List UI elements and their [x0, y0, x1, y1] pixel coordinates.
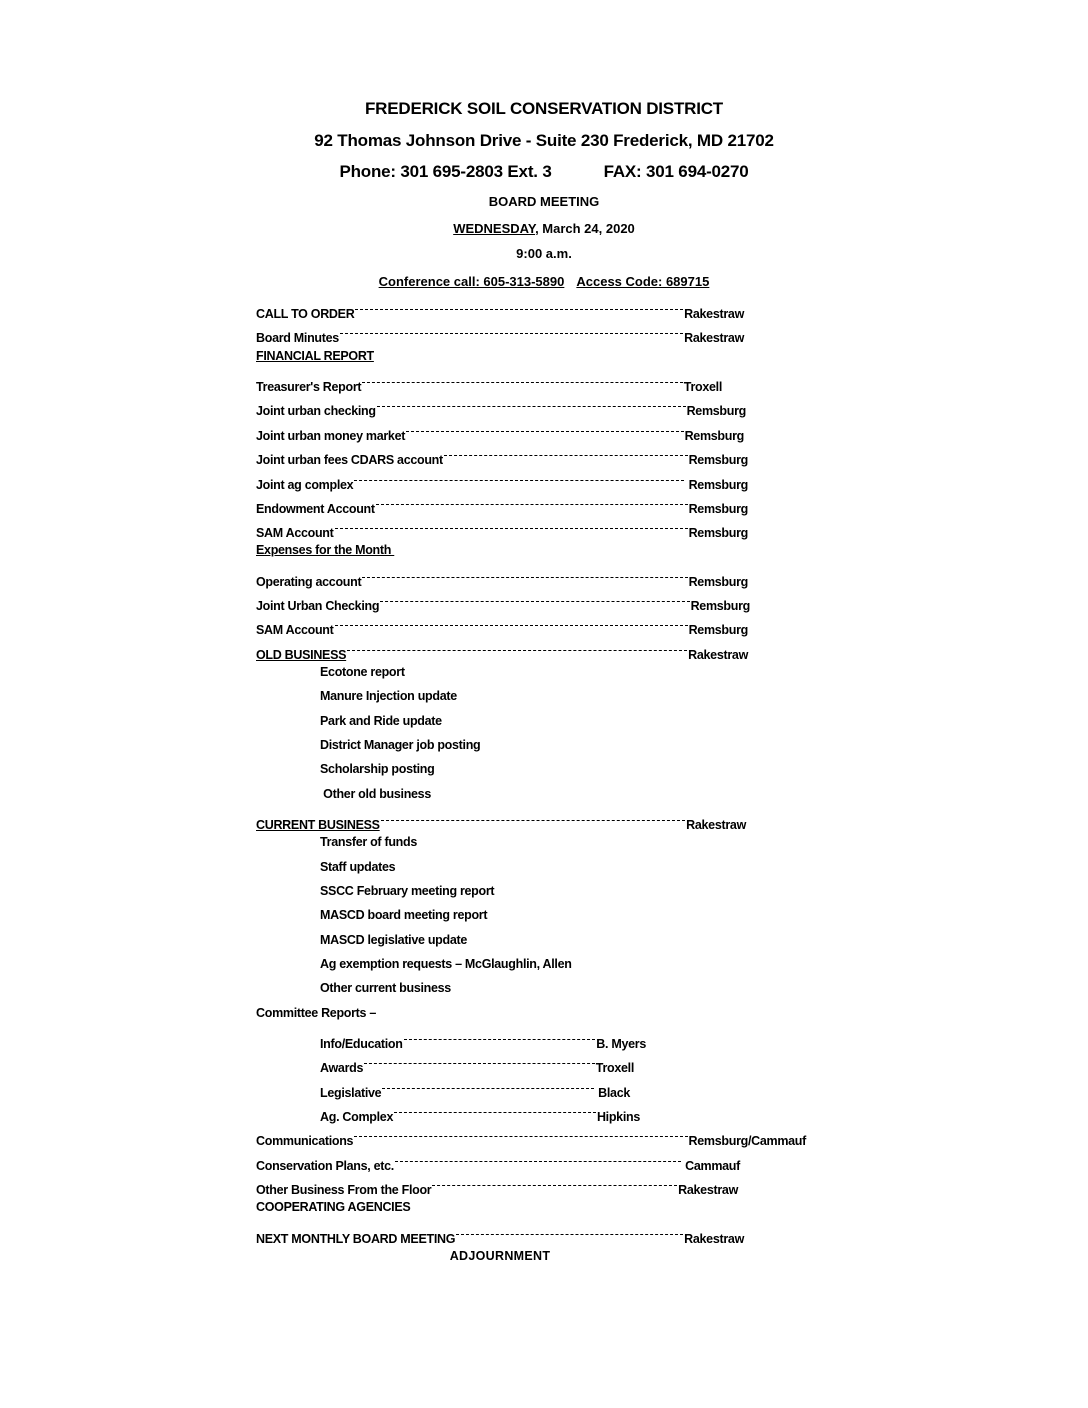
- adjournment: ADJOURNMENT: [449, 1249, 551, 1263]
- agenda-item-label: NEXT MONTHLY BOARD MEETING: [256, 1232, 456, 1246]
- dotted-leader: [432, 1176, 677, 1194]
- meeting-weekday: WEDNESDAY: [453, 221, 536, 236]
- current-business-item: Other current business: [320, 981, 451, 995]
- meeting-date-text: , March 24, 2020: [535, 221, 635, 236]
- agenda-item-person: Remsburg: [688, 502, 748, 516]
- committee-person: Troxell: [595, 1061, 634, 1075]
- dotted-leader: [404, 1030, 596, 1048]
- agenda-item-person: Remsburg/Cammauf: [688, 1134, 806, 1148]
- agenda-item-next-monthly-meeting: [256, 1225, 744, 1246]
- committee-label: Awards: [320, 1061, 364, 1075]
- agenda-item-label: Endowment Account: [256, 502, 375, 516]
- old-business-item: District Manager job posting: [320, 738, 481, 752]
- agenda-item-treasurers-report: [256, 373, 722, 394]
- agenda-item-person: Remsburg: [684, 429, 744, 443]
- old-business-item: Scholarship posting: [320, 762, 435, 776]
- dotted-leader: [362, 568, 687, 586]
- section-committee-reports: Committee Reports –: [256, 1006, 377, 1020]
- agenda-item-person: Rakestraw: [678, 1183, 738, 1197]
- dotted-leader: [340, 324, 683, 342]
- agenda-item-label: Communications: [256, 1134, 354, 1148]
- dotted-leader: [456, 1225, 683, 1243]
- agenda-item-person: Cammauf: [681, 1159, 740, 1173]
- agenda-item-operating-account: [256, 568, 748, 589]
- agenda-item-person: Rakestraw: [684, 331, 744, 345]
- agenda-item-label: Operating account: [256, 575, 362, 589]
- agenda-item-sam-account-expenses: [256, 616, 748, 637]
- committee-ag-complex: [320, 1103, 640, 1124]
- committee-label: Legislative: [320, 1086, 382, 1100]
- agenda-item-label: Treasurer's Report: [256, 380, 362, 394]
- committee-person: Black: [594, 1086, 630, 1100]
- dotted-leader: [354, 471, 684, 489]
- committee-legislative: [320, 1079, 630, 1100]
- agenda-item-sam-account: [256, 519, 748, 540]
- agenda-item-person: Rakestraw: [684, 1232, 744, 1246]
- agenda-item-label: CALL TO ORDER: [256, 307, 355, 321]
- agenda-item-person: Remsburg: [688, 575, 748, 589]
- address: 92 Thomas Johnson Drive - Suite 230 Frederick, MD 21702: [314, 131, 774, 150]
- agenda-item-person: Remsburg: [688, 453, 748, 467]
- agenda-item-person: Rakestraw: [684, 307, 744, 321]
- current-business-item: Ag exemption requests – McGlaughlin, Allen: [320, 957, 572, 971]
- current-business-item: Staff updates: [320, 860, 396, 874]
- organization-name: FREDERICK SOIL CONSERVATION DISTRICT: [364, 99, 723, 118]
- old-business-item: Park and Ride update: [320, 714, 442, 728]
- agenda-item-label: SAM Account: [256, 526, 334, 540]
- conference-call-line: [0, 274, 1088, 289]
- agenda-item-person: Remsburg: [686, 404, 746, 418]
- committee-person: Hipkins: [596, 1110, 640, 1124]
- committee-label: Ag. Complex: [320, 1110, 394, 1124]
- dotted-leader: [380, 592, 689, 610]
- agenda-item-label: OLD BUSINESS: [256, 648, 347, 662]
- dotted-leader: [381, 811, 685, 829]
- dotted-leader: [335, 519, 688, 537]
- section-expenses-for-month: Expenses for the Month: [256, 543, 395, 557]
- section-old-business: [256, 641, 748, 662]
- dotted-leader: [395, 1152, 681, 1170]
- agenda-item-label: Joint Urban Checking: [256, 599, 380, 613]
- dotted-leader: [364, 1054, 595, 1072]
- agenda-item-label: Conservation Plans, etc.: [256, 1159, 394, 1173]
- agenda-item-label: SAM Account: [256, 623, 334, 637]
- agenda-item-person: Remsburg: [688, 526, 748, 540]
- old-business-item: Ecotone report: [320, 665, 405, 679]
- agenda-item-call-to-order: [256, 300, 744, 321]
- agenda-item-other-business-floor: [256, 1176, 738, 1197]
- committee-info-education: [320, 1030, 646, 1051]
- meeting-date: [0, 221, 1088, 236]
- contact-line: [0, 162, 1088, 182]
- agenda-item-joint-urban-fees-cdars: [256, 446, 748, 467]
- agenda-item-person: Remsburg: [688, 623, 748, 637]
- agenda-item-joint-urban-money-market: [256, 422, 744, 443]
- agenda-item-person: Troxell: [683, 380, 722, 394]
- agenda-item-person: Rakestraw: [688, 648, 748, 662]
- committee-label: Info/Education: [320, 1037, 403, 1051]
- current-business-item: MASCD board meeting report: [320, 908, 488, 922]
- agenda-item-board-minutes: [256, 324, 744, 345]
- meeting-time: 9:00 a.m.: [516, 246, 572, 261]
- dotted-leader: [382, 1079, 594, 1097]
- dotted-leader: [444, 446, 688, 464]
- agenda-item-conservation-plans: [256, 1152, 740, 1173]
- section-current-business: [256, 811, 746, 832]
- dotted-leader: [377, 397, 686, 415]
- agenda-item-joint-ag-complex: [256, 471, 748, 492]
- agenda-item-label: Other Business From the Floor: [256, 1183, 432, 1197]
- dotted-leader: [394, 1103, 596, 1121]
- agenda-item-label: CURRENT BUSINESS: [256, 818, 380, 832]
- old-business-item: Manure Injection update: [320, 689, 457, 703]
- current-business-item: Transfer of funds: [320, 835, 417, 849]
- phone-number: Phone: 301 695-2803 Ext. 3: [339, 162, 552, 181]
- agenda-item-person: Rakestraw: [686, 818, 746, 832]
- section-cooperating-agencies: COOPERATING AGENCIES: [256, 1200, 411, 1214]
- old-business-item: Other old business: [320, 787, 431, 801]
- meeting-type: BOARD MEETING: [488, 194, 600, 209]
- current-business-item: MASCD legislative update: [320, 933, 467, 947]
- agenda-item-person: Remsburg: [685, 478, 748, 492]
- dotted-leader: [347, 641, 687, 659]
- dotted-leader: [355, 300, 683, 318]
- agenda-item-joint-urban-checking: [256, 397, 746, 418]
- access-code: Access Code: 689715: [576, 274, 710, 289]
- agenda-item-communications: [256, 1127, 806, 1148]
- agenda-item-person: Remsburg: [690, 599, 750, 613]
- dotted-leader: [354, 1127, 687, 1145]
- agenda-item-label: Joint urban fees CDARS account: [256, 453, 443, 467]
- section-financial-report: FINANCIAL REPORT: [256, 349, 374, 363]
- agenda-item-label: Board Minutes: [256, 331, 339, 345]
- dotted-leader: [335, 616, 688, 634]
- committee-awards: [320, 1054, 634, 1075]
- agenda-item-label: Joint urban checking: [256, 404, 376, 418]
- agenda-item-label: Joint urban money market: [256, 429, 406, 443]
- dotted-leader: [362, 373, 683, 391]
- committee-person: B. Myers: [596, 1037, 646, 1051]
- agenda-item-joint-urban-checking-expenses: [256, 592, 750, 613]
- dotted-leader: [406, 422, 683, 440]
- fax-number: FAX: 301 694-0270: [603, 162, 749, 181]
- conference-call-number: Conference call: 605-313-5890: [378, 274, 565, 289]
- current-business-item: SSCC February meeting report: [320, 884, 495, 898]
- agenda-item-label: Joint ag complex: [256, 478, 354, 492]
- agenda-item-endowment-account: [256, 495, 748, 516]
- dotted-leader: [376, 495, 688, 513]
